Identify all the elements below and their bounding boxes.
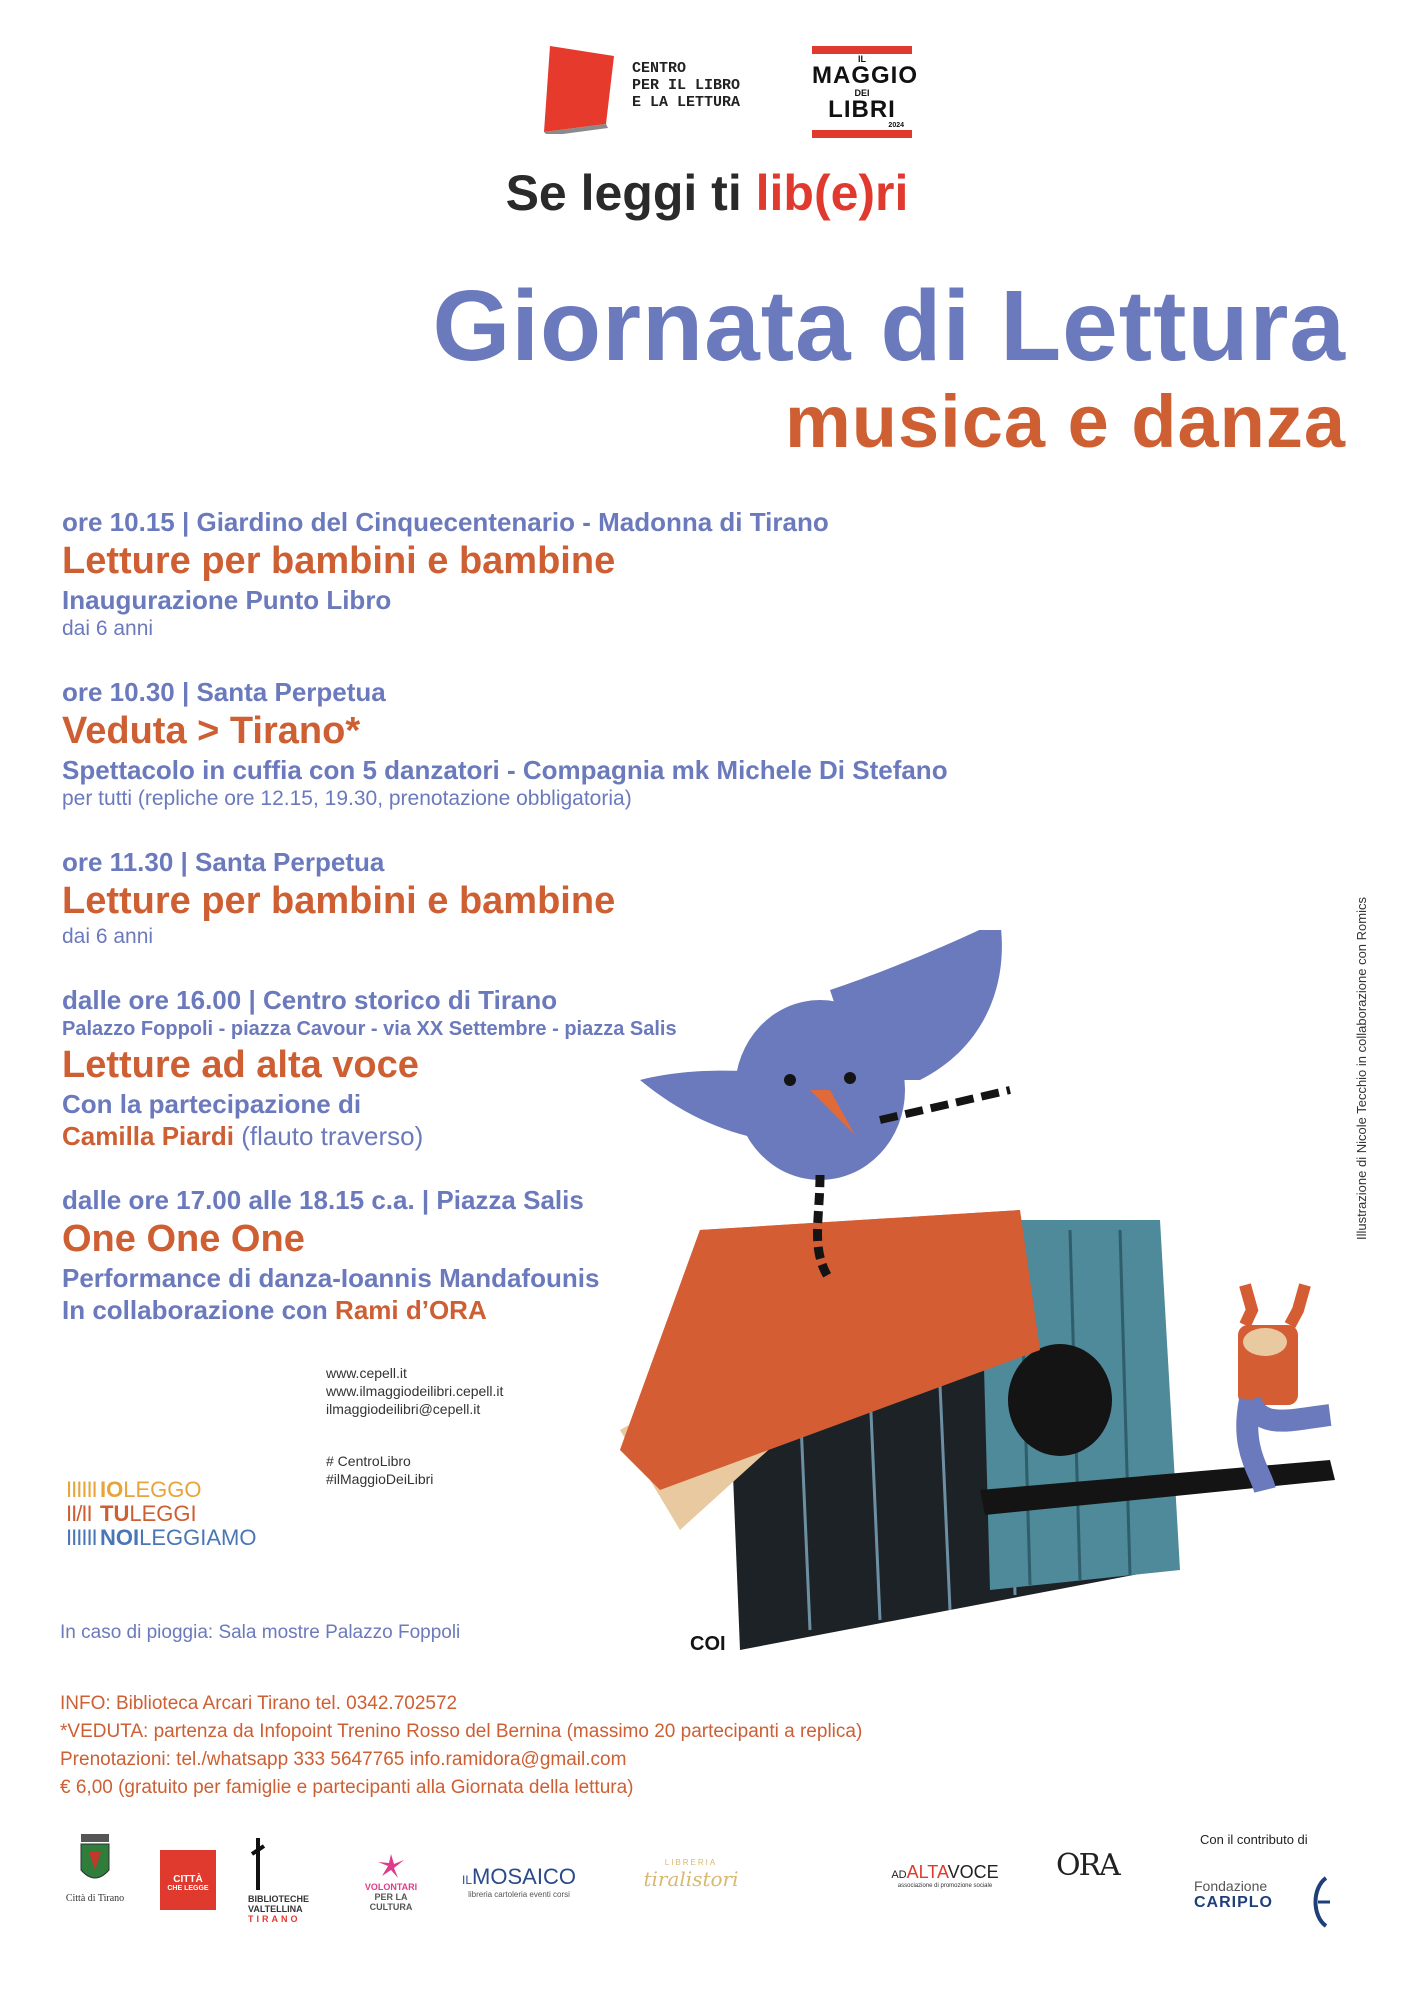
event-time: ore 10.30 | Santa Perpetua: [62, 677, 386, 707]
sponsor-text: CHE LEGGE: [167, 1885, 209, 1892]
logo-ticks: IIIIII: [66, 1525, 97, 1550]
figure-icon: [248, 1834, 268, 1894]
sponsor-text: AD: [891, 1869, 907, 1881]
event-1: [62, 506, 829, 642]
link-maggio[interactable]: www.ilmaggiodeilibri.cepell.it: [326, 1383, 504, 1399]
logo-libri: LIBRI: [828, 96, 896, 123]
event-title: One One One: [62, 1218, 305, 1260]
birdhouse-illustration: [560, 930, 1360, 1710]
sponsor-ora: ORA: [1056, 1848, 1119, 1883]
cariplo-mark-icon: [1306, 1874, 1334, 1930]
cepell-text-line: PER IL LIBRO: [632, 77, 741, 94]
event-2: [62, 676, 948, 812]
collab-prefix: In collaborazione con: [62, 1295, 336, 1325]
page-subtitle: musica e danza: [784, 380, 1346, 463]
sponsor-text: CITTÀ: [173, 1874, 203, 1885]
sponsor-citta-che-legge: [160, 1850, 216, 1910]
event-note: per tutti (repliche ore 12.15, 19.30, prenotazione obbligatoria): [62, 787, 632, 810]
illustration-signature: COI: [690, 1633, 726, 1655]
event-desc: Spettacolo in cuffia con 5 danzatori - Compagnia mk Michele Di Stefano: [62, 755, 948, 785]
event-title: Letture per bambini e bambine: [62, 540, 616, 582]
io-leggo-logo: [66, 1477, 257, 1554]
logo-maggio: MAGGIO: [812, 62, 918, 89]
info-line: *VEDUTA: partenza da Infopoint Trenino Rosso del Bernina (massimo 20 partecipanti a replica): [60, 1721, 863, 1742]
hashtag: # CentroLibro: [326, 1453, 411, 1469]
sponsor-text: VALTELLINA: [248, 1904, 303, 1914]
illustration-credit: Illustrazione di Nicole Tecchio in collaborazione con Romics: [1354, 897, 1369, 1240]
guest-role: (flauto traverso): [233, 1121, 424, 1151]
slogan-start: Se leggi ti: [505, 165, 756, 221]
info-line: INFO: Biblioteca Arcari Tirano tel. 0342.702572: [60, 1693, 458, 1714]
sponsor-text: VOCE: [947, 1862, 999, 1882]
sponsor-text: MOSAICO: [472, 1864, 576, 1889]
logo-light: LEGGI: [129, 1501, 197, 1526]
sponsor-logos: [60, 1830, 1360, 1940]
sponsor-text: tiralistori: [643, 1867, 739, 1891]
event-desc: Performance di danza-Ioannis Mandafounis: [62, 1263, 600, 1293]
dancer-figure: [1238, 1285, 1330, 1490]
sponsor-text: Fondazione: [1194, 1878, 1268, 1894]
sponsor-text: TIRANO: [248, 1914, 301, 1924]
sponsor-volontari: [356, 1850, 426, 1912]
event-3: [62, 846, 615, 950]
event-time: dalle ore 17.00 alle 18.15 c.a. | Piazza Salis: [62, 1185, 584, 1215]
collab-name: Rami d’ORA: [335, 1295, 487, 1325]
hashtags: [326, 1452, 433, 1488]
logo-light: LEGGO: [123, 1477, 202, 1502]
link-email[interactable]: ilmaggiodeilibri@cepell.it: [326, 1401, 481, 1417]
event-4: [62, 984, 677, 1152]
link-cepell[interactable]: www.cepell.it: [326, 1365, 407, 1381]
logo-ticks: IIIIII: [66, 1477, 97, 1502]
slogan: [0, 164, 1414, 222]
page-title: Giornata di Lettura: [432, 270, 1346, 382]
guest-name: Camilla Piardi: [62, 1121, 234, 1151]
event-places: Palazzo Foppoli - piazza Cavour - via XX Settembre - piazza Salis: [62, 1018, 677, 1040]
sponsor-text: associazione di promozione sociale: [897, 1883, 993, 1889]
sponsor-mosaico: [444, 1864, 594, 1899]
logo-bold: IO: [100, 1477, 124, 1502]
cepell-text-line: CENTRO: [632, 60, 687, 77]
star-figure-icon: [376, 1850, 406, 1880]
sponsor-tirano-label: Città di Tirano: [65, 1893, 125, 1904]
event-desc: Inaugurazione Punto Libro: [62, 585, 392, 615]
logo-bold: TU: [100, 1501, 130, 1526]
info-block: [60, 1690, 862, 1802]
logo-year: 2024: [888, 122, 904, 129]
sponsor-text: IL: [462, 1873, 473, 1887]
event-time: ore 11.30 | Santa Perpetua: [62, 847, 385, 877]
sponsor-text: LIBRERIA: [664, 1858, 718, 1867]
logo-ticks: II/II: [66, 1501, 92, 1526]
cepell-logo: [540, 46, 780, 136]
event-title: Veduta > Tirano*: [62, 710, 361, 752]
sponsor-text: libreria cartoleria eventi corsi: [468, 1890, 570, 1899]
event-title: Letture ad alta voce: [62, 1044, 419, 1086]
sponsor-text: BIBLIOTECHE: [248, 1894, 310, 1904]
info-line: € 6,00 (gratuito per famiglie e partecipanti alla Giornata della lettura): [60, 1777, 634, 1798]
sponsor-biblioteche: [248, 1834, 328, 1924]
sponsor-adaltavoce: [890, 1862, 1000, 1889]
event-title: Letture per bambini e bambine: [62, 880, 616, 922]
hashtag: #ilMaggioDeiLibri: [326, 1471, 434, 1487]
sponsor-cariplo: [1194, 1878, 1304, 1912]
cepell-text-line: E LA LETTURA: [632, 94, 741, 111]
maggio-dei-libri-logo: [812, 46, 918, 138]
sponsor-tirano: [60, 1830, 130, 1904]
slogan-highlight: lib(e)ri: [755, 165, 909, 221]
web-links: [326, 1364, 503, 1418]
event-note: dai 6 anni: [62, 617, 154, 640]
sponsor-tiralistori: [616, 1858, 766, 1891]
book-logo-icon: [540, 46, 620, 134]
sponsor-text: ALTA: [906, 1862, 948, 1882]
coat-of-arms-icon: [75, 1830, 115, 1890]
logo-bold: NOI: [100, 1525, 140, 1550]
logo-dei: DEI: [854, 88, 870, 98]
rain-note: In caso di pioggia: Sala mostre Palazzo Foppoli: [60, 1622, 461, 1643]
sponsor-text: PER LA CULTURA: [369, 1892, 413, 1912]
event-time: ore 10.15 | Giardino del Cinquecentenario - Madonna di Tirano: [62, 507, 829, 537]
sponsor-text: VOLONTARI: [364, 1882, 418, 1892]
info-line: Prenotazioni: tel./whatsapp 333 5647765 info.ramidora@gmail.com: [60, 1749, 627, 1770]
event-note: dai 6 anni: [62, 925, 154, 948]
event-desc: Con la partecipazione di: [62, 1089, 362, 1119]
sponsor-text: CARIPLO: [1194, 1894, 1273, 1911]
contribution-label: Con il contributo di: [1200, 1832, 1308, 1847]
event-time: dalle ore 16.00 | Centro storico di Tirano: [62, 985, 558, 1015]
logo-il: IL: [858, 54, 866, 64]
event-5: [62, 1184, 599, 1326]
logo-light: LEGGIAMO: [139, 1525, 257, 1550]
